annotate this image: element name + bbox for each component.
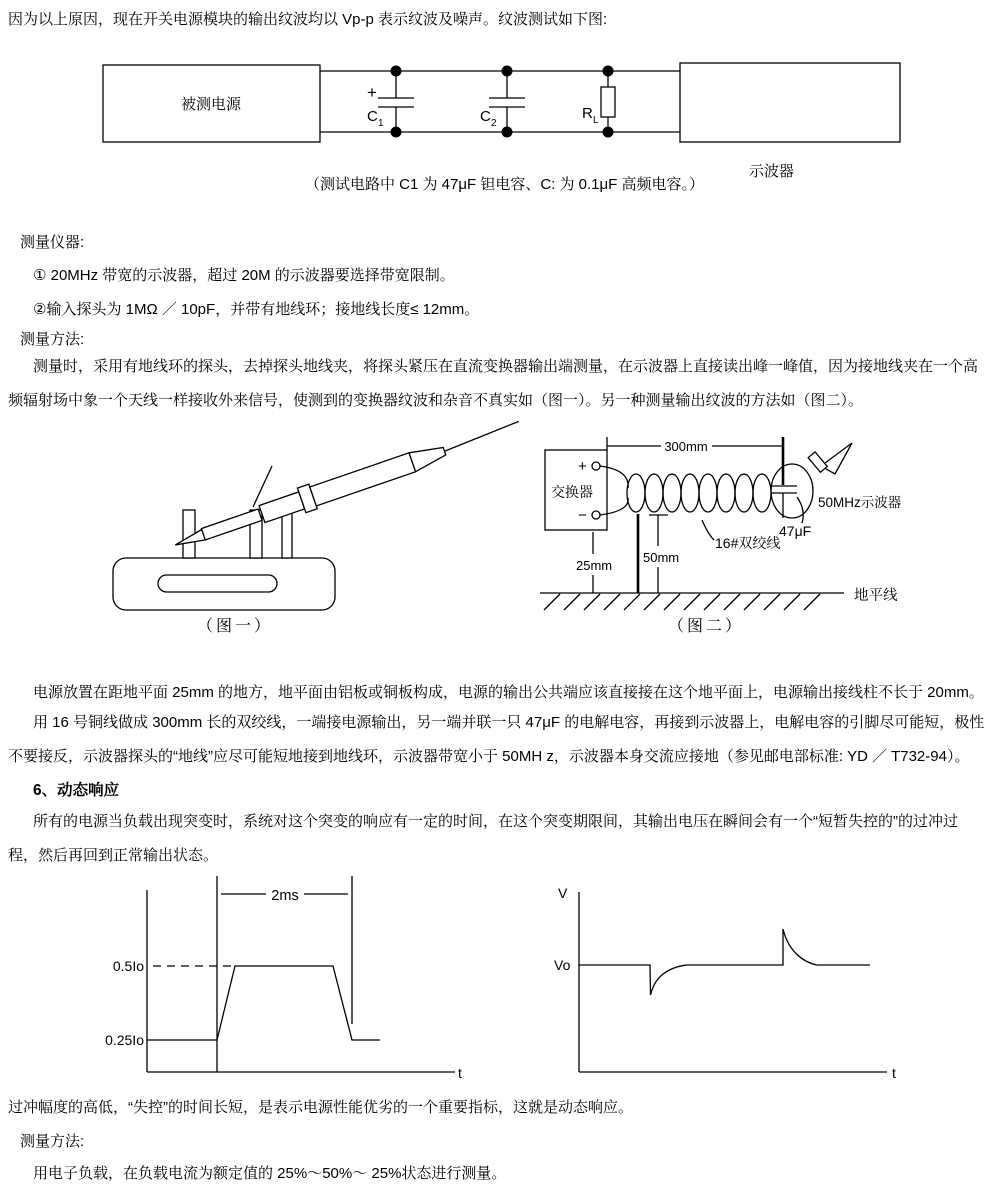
terminal-post — [282, 510, 292, 558]
conclusion-paragraph: 过冲幅度的高低，“失控”的时间长短，是表示电源性能优劣的一个重要指标，这就是动态响应。 — [8, 1099, 633, 1116]
output-voltage-waveform — [579, 929, 870, 995]
probe-cable — [443, 421, 520, 451]
capacitor-label: 47μF — [779, 523, 812, 539]
probe-pointer-line — [253, 466, 272, 507]
probe-arrow — [808, 443, 852, 474]
vo-level-label: Vo — [554, 957, 571, 973]
rl-label: R — [582, 105, 593, 122]
converter-label: 交换器 — [551, 484, 593, 500]
load-step-graph — [60, 862, 480, 1082]
probe-rear-taper — [409, 442, 448, 472]
instrument-item-2: ②输入探头为 1MΩ ／ 10pF，并带有地线环；接地线长度≤ 12mm。 — [33, 301, 480, 318]
c1-label: C — [367, 108, 378, 125]
c2-label: C — [480, 108, 491, 125]
half-io-label: 0.5Io — [112, 958, 144, 974]
module-slot — [158, 575, 277, 592]
voltage-response-graph — [540, 862, 960, 1082]
c1-polarity-plus: + — [367, 83, 377, 102]
dimension-300mm-label: 300mm — [664, 439, 708, 454]
quarter-io-label: 0.25Io — [105, 1032, 144, 1048]
x-axis-label: t — [892, 1065, 896, 1081]
figure1-caption: （图一） — [197, 618, 274, 635]
circuit-caption: （测试电路中 C1 为 47μF 钽电容、C: 为 0.1μF 高频电容。） — [305, 176, 704, 193]
dimension-50mm-label: 50mm — [643, 550, 680, 565]
rl-label-sub: L — [593, 115, 599, 126]
y-axis-label: V — [558, 885, 568, 901]
dimension-25mm — [576, 532, 612, 593]
method-heading: 测量方法: — [20, 331, 85, 348]
oscilloscope-label: 示波器 — [749, 163, 795, 180]
dimension-300mm — [607, 437, 783, 454]
dimension-25mm-label: 25mm — [576, 558, 613, 573]
source-box-label: 被测电源 — [180, 96, 242, 113]
twisted-pair-label: 16#双绞线 — [715, 535, 781, 551]
resistor-rl — [582, 71, 615, 132]
method2-paragraph: 用电子负载，在负载电流为额定值的 25%～50%～ 25%状态进行测量。 — [33, 1165, 507, 1182]
capacitor-c2 — [480, 71, 525, 132]
wire-label-leader — [702, 520, 714, 540]
scope-label: 50MHz示波器 — [818, 495, 902, 510]
method2-heading: 测量方法: — [20, 1133, 85, 1150]
method-paragraph: 测量时，采用有地线环的探头，去掉探头地线夹，将探头紧压在直流变换器输出端测量，在示波器上直接读出峰一峰值，因为接地线夹在一个高频辐射场中象一个天线一样接收外来信号，使测到的变换器纹波和杂音不真实如（图一）。另一种测量输出纹波的方法如（图二）。 — [8, 358, 979, 409]
figure1-drawing — [90, 428, 500, 613]
c1-label-sub: 1 — [378, 118, 384, 129]
oscilloscope-box — [680, 63, 900, 142]
minus-terminal — [592, 511, 600, 519]
load-current-waveform — [147, 966, 380, 1040]
section6-paragraph: 所有的电源当负载出现突变时，系统对这个突变的响应有一定的时间，在这个突变期限间，其输出电压在瞬间会有一个“短暂失控的”的过冲过程，然后再回到正常输出状态。 — [8, 813, 958, 864]
ripple-test-circuit-diagram — [95, 52, 910, 164]
section6-heading: 6、动态响应 — [33, 782, 120, 799]
minus-terminal-label: − — [578, 507, 587, 524]
placement-paragraph: 电源放置在距地平面 25mm 的地方，地平面由铝板或铜板构成，电源的输出公共端应该直接接在这个地平面上，电源输出接线柱不长于 20mm。 — [33, 684, 984, 701]
interval-label: 2ms — [271, 888, 299, 904]
instruments-heading: 测量仪器: — [20, 234, 85, 251]
c2-label-sub: 2 — [491, 118, 497, 129]
plus-terminal — [592, 462, 600, 470]
intro-paragraph: 因为以上原因，现在开关电源模块的输出纹波均以 Vp-p 表示纹波及噪声。纹波测试如下图: — [8, 11, 608, 28]
probe-body — [310, 453, 416, 506]
instrument-item-1: ① 20MHz 带宽的示波器，超过 20M 的示波器要选择带宽限制。 — [33, 267, 455, 284]
ground-hatching — [544, 594, 820, 610]
x-axis-label: t — [458, 1065, 462, 1081]
ground-label: 地平线 — [854, 588, 898, 604]
figure2-caption: （图二） — [668, 618, 745, 635]
end-loop — [771, 464, 813, 518]
dimension-50mm — [643, 515, 679, 593]
twisted-pair-paragraph: 用 16 号铜线做成 300mm 长的双绞线，一端接电源输出，另一端并联一只 47μF 的电解电容，再接到示波器上，电解电容的引脚尽可能短，极性不要接反，示波器探头的“地线”应尽可能短地接到地线环，示波器带宽小于 50MH z，示波器本身交流应接地（参见邮电部标准: YD ／ T732-94）。 — [8, 714, 985, 765]
capacitor-c1 — [367, 71, 414, 132]
capacitor-leader-line — [797, 497, 803, 523]
plus-terminal-label: + — [578, 458, 587, 475]
oscilloscope-probe — [171, 413, 525, 556]
figure2-drawing — [518, 428, 993, 613]
twisted-pair-coil — [627, 474, 771, 512]
